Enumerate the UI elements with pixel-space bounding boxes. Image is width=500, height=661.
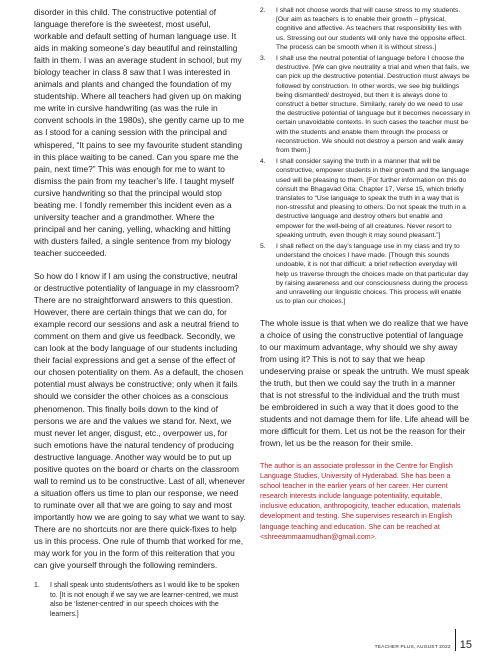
page-footer	[375, 629, 472, 651]
list-item-number: 4.	[260, 158, 266, 166]
footer-divider	[455, 629, 456, 651]
list-item-text: I shall use the neutral potential of language before I choose the destructive. [We can give neutrality a trial and when that fails, we can pick up the destructive potential. Destruction must always be followed by construction. In other words, we see big buildings being dismantled/ destroyed, but then it is always done to construct a better structure. Similarly, rarely do we need to use the destructive potential of language but it becomes necessary in certain unavoidable contexts. In such cases the teacher must be with the students and enable them through the process or reconstruction. We should not destroy a person and walk away from them.]	[276, 55, 470, 155]
list-item	[260, 242, 470, 306]
list-item	[260, 6, 470, 52]
magazine-name: TEACHER PLUS, AUGUST 2022	[374, 645, 451, 650]
list-item-number: 2.	[260, 7, 266, 14]
author-bio: The author is an associate professor in the Centre for English Language Studies, University of Hyderabad. She has been a school teacher in the earlier years of her career. Her current research interests include language potentiality, equitable, inclusive education, anthropogicity, teacher education, materials development and testing. She supervises research in English language teaching and education. She can be reached at <shreeammaamudhan@gmail.com>.	[260, 462, 461, 541]
list-item-text: I shall reflect on the day’s language use in my class and try to understand the choices I have made. [Though this sounds undoable, it is not that difficult: a brief reflection everyday will help us traverse through the choices made on that particular day by raising awareness and our consciousness during the process and unravelling our linguistic choices. This process will enable us to plan our choices.]	[276, 243, 469, 306]
paragraph-spacer	[34, 259, 246, 270]
list-item	[260, 157, 470, 240]
closing-paragraph: The whole issue is that when we do realize that we have a choice of using the constructive potential of language to our maximum advantage, why should we shy away from using it? This is not to say that we heap undeserving praise or speak the untruth. We must speak the truth, but then we could say the truth in a manner that is not stressful to the individual and the truth must be embroidered in such a way that it does good to the students and not damage them for life. Life ahead will be more difficult for them. Let us not be the reason for their frown, let us be the reason for their smile.	[260, 317, 470, 448]
right-column	[260, 6, 470, 542]
list-item-text: I shall not choose words that will cause stress to my students. [Our aim as teachers is to enable their growth – physical, cognitive and affective. As teachers that responsibility lies with us. Stressing out our students will only have the opposite effect. The process can be smooth when it is without stress.]	[276, 7, 467, 51]
list-item	[34, 581, 246, 619]
list-item-text: I shall consider saying the truth in a manner that will be constructive, empower students in their growth and the language used will be pleasing to them. [For further information on this do consult the Bhagavad Gita: Chapter 17, Verse 15, which briefly translates to “Use language to speak the truth in a way that is non-stressful and pleasing to others. Do not speak the truth in a destructive language and destroy others but enable and empower for the well-being of all creatures. Never resort to speaking untruth, even though it may sound pleasant.”]	[276, 158, 470, 239]
list-item-text: I shall speak unto students/others as I would like to be spoken to. [It is not enough if we say we are learner-centred, we must also be ‘listener-centred’ in our speech choices with the learners.]	[50, 582, 240, 618]
page-number: 15	[459, 639, 472, 651]
list-item	[260, 54, 470, 155]
reminder-list	[34, 581, 246, 619]
list-item-number: 5.	[260, 243, 266, 251]
left-column	[34, 6, 246, 620]
reminder-list	[260, 6, 470, 307]
list-item-number: 3.	[260, 55, 266, 63]
list-item-number: 1.	[34, 582, 40, 590]
paragraph: So how do I know if I am using the constructive, neutral or destructive potentiality of language in my classroom? There are no straightforward answers to this question. However, there are certain things that we can do, for example record our sessions and ask a neutral friend to comment on them and give us feedback. Secondly, we can look at the body language of our students including their facial expressions and get a sense of the effect of our chosen potentiality on them. As a default, the chosen potential must always be constructive; only when it fails should we consider the other choices as a conscious phenomenon. This finally boils down to the kind of persons we are and the values we stand for. Next, we must never let anger, disgust, etc., overpower us, for such emotions have the natural tendency of producing destructive language. Another way would be to put up positive quotes on the board or charts on the classroom wall to remind us to be constructive. Last of all, whenever a situation offers us time to plan our response, we need to ruminate over all that we are going to say and most importantly how we are going to say what we want to say. There are no shortcuts nor are there quick-fixes to help us in this process. One rule of thumb that worked for me, may work for you in the form of this reiteration that you can give yourself through the following reminders.	[34, 270, 246, 571]
paragraph: disorder in this child. The constructive potential of language therefore is the sweetest, most useful, workable and default setting of human language use. It aids in making someone’s day beautiful and reinstalling faith in them. I was an average student in school, but my biology teacher in class 8 saw that I was interested in animals and plants and changed the foundation of my studentship. Where all teachers had given up on making me write in cursive handwriting (as was the rule in convent schools in the 1980s), she gently came up to me as I stood for a caning session with the principal and whispered, “It pains to see my favourite student standing in this place waiting to be caned. Can you spare me the pain, next time?” This was enough for me to want to dismiss the pain from my teacher’s life. I taught myself cursive handwriting so that the principal would stop beating me. I fondly remember this incident even as a university teacher and a grandmother. Where the principal and her caning, yelling, whacking and hitting with dusters failed, a single sentence from my biology teacher succeeded.	[34, 7, 245, 258]
